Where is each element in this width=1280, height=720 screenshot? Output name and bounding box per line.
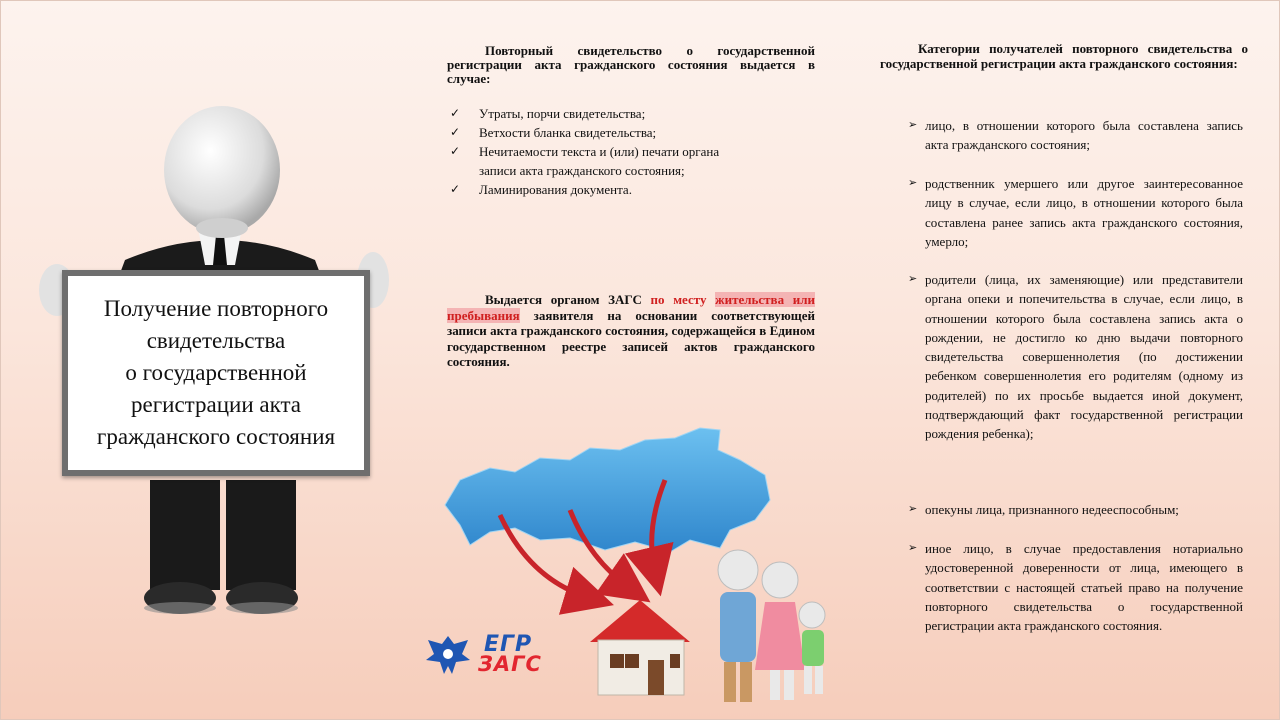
category-item xyxy=(906,539,1243,635)
cases-section xyxy=(447,44,815,199)
arrow-bullet-icon: ➢ xyxy=(908,273,918,285)
eagle-emblem-icon xyxy=(424,632,472,676)
arrow-bullet-icon: ➢ xyxy=(908,119,918,131)
arrow-bullet-icon: ➢ xyxy=(908,177,918,189)
list-item xyxy=(447,104,729,123)
issued-highlight-text: жительства или пребывания xyxy=(447,292,816,323)
category-text: опекуны лица, признанного недееспособным; xyxy=(925,502,1179,517)
arrow-bullet-icon: ➢ xyxy=(908,542,918,554)
issued-lead: Выдается органом ЗАГС xyxy=(485,292,642,307)
category-item xyxy=(906,500,1243,519)
case-text: Утраты, порчи свидетельства; xyxy=(479,106,646,121)
categories-section xyxy=(880,42,1248,71)
sign-text: Получение повторного свидетельства о государственной регистрации акта гражданского состояния xyxy=(96,296,336,449)
case-text: Ламинирования документа. xyxy=(479,182,632,197)
checkmark-icon: ✓ xyxy=(450,106,461,120)
arrow-bullet-icon: ➢ xyxy=(908,503,918,515)
cases-title: Повторный свидетельство о государственной регистрации акта гражданского состояния выдается в случае: xyxy=(447,43,815,86)
businessman-figure xyxy=(30,100,410,640)
egr-zags-logo xyxy=(424,632,594,680)
category-text: родственник умершего или другое заинтересованное лицу в случае, если лицо, в отношении которого была составлена ранее запись акта гражданского состояния, умерло; xyxy=(925,176,1243,249)
list-item xyxy=(447,123,729,142)
category-item xyxy=(906,174,1243,251)
case-text: Нечитаемости текста и (или) печати органа записи акта гражданского состояния; xyxy=(479,144,720,178)
category-item xyxy=(906,116,1243,155)
categories-title: Категории получателей повторного свидетельства о государственной регистрации акта гражданского состояния: xyxy=(880,41,1248,71)
checkmark-icon: ✓ xyxy=(450,125,461,139)
logo-text-zags: ЗАГС xyxy=(478,652,542,676)
list-item xyxy=(447,180,729,199)
category-text: иное лицо, в случае предоставления нотариально удостоверенной доверенности от лица, имеющего в соответствии с настоящей статьей право на получение повторного свидетельства о государственной регистрации акта гражданского состояния. xyxy=(925,541,1243,634)
issued-paragraph xyxy=(447,292,815,370)
issued-red-text: по месту xyxy=(650,292,707,307)
list-item xyxy=(447,142,729,180)
checkmark-icon: ✓ xyxy=(450,182,461,196)
checkmark-icon: ✓ xyxy=(450,144,461,158)
category-text: лицо, в отношении которого была составлена запись акта гражданского состояния; xyxy=(925,118,1243,153)
case-text: Ветхости бланка свидетельства; xyxy=(479,125,657,140)
category-text: родители (лица, их заменяющие) или представители органа опеки и попечительства в случае, если лицо, в отношении которого была составлена запись акта о рождении, не достигло ко дню выдачи повторного свидетельства совершеннолетия (по достижении ребенком совершеннолетия его родителям (одному из родителей) по их просьбе выдается иной документ, подтверждающий факт государственной регистрации рождения ребенка); xyxy=(925,272,1243,442)
issued-rest: заявителя на основании соответствующей записи акта гражданского состояния, содержащейся в Едином государственном реестре записей актов гражданского состояния. xyxy=(447,307,816,369)
logo-text-egr: ЕГР xyxy=(484,632,533,657)
cases-list xyxy=(447,104,815,199)
category-item xyxy=(906,270,1243,444)
sign-board xyxy=(62,270,370,476)
